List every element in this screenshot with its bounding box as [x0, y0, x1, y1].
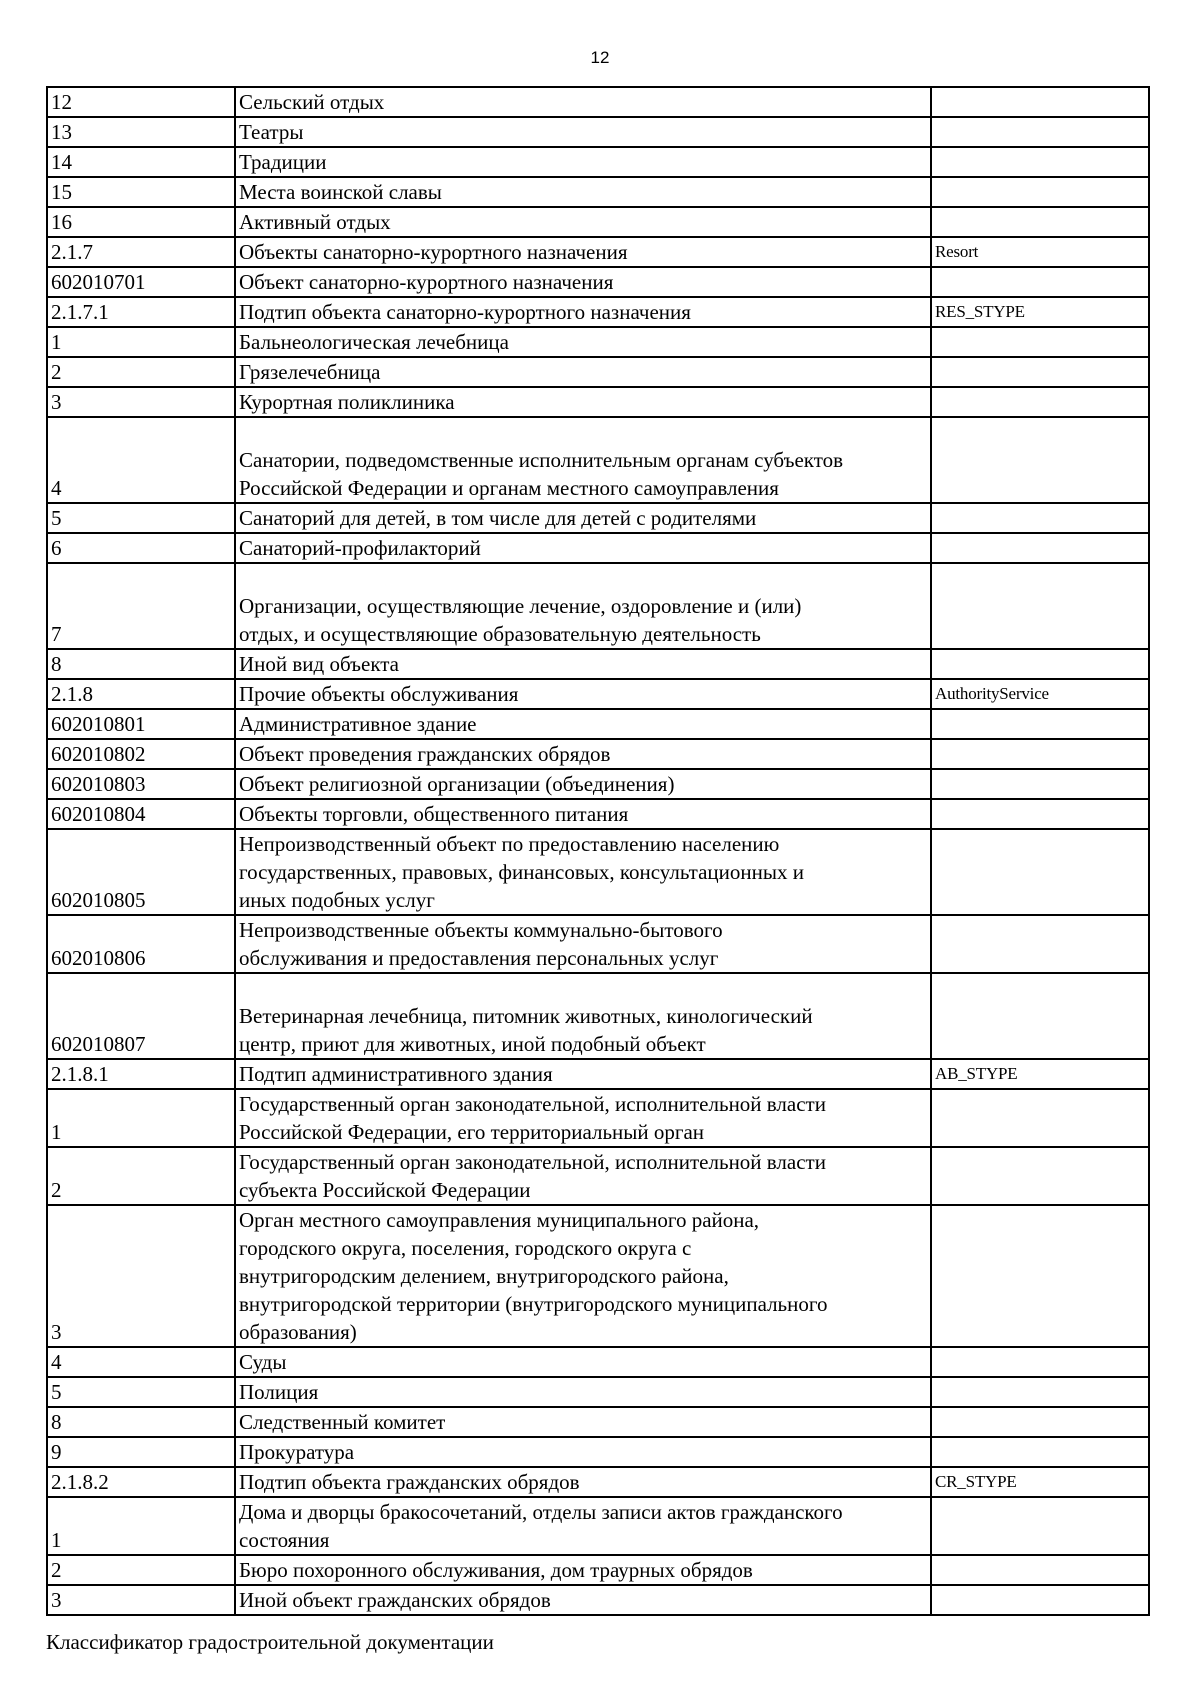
table-row	[47, 709, 1149, 739]
english-name-cell	[931, 1437, 1149, 1467]
english-name-cell	[931, 417, 1149, 503]
english-name-cell	[931, 1089, 1149, 1147]
table-row	[47, 533, 1149, 563]
code-cell: 1	[47, 1497, 235, 1555]
name-cell: Традиции	[235, 147, 931, 177]
english-name-cell: CR_STYPE	[931, 1467, 1149, 1497]
table-row	[47, 1497, 1149, 1555]
code-cell: 2	[47, 357, 235, 387]
code-cell: 1	[47, 327, 235, 357]
table-row	[47, 117, 1149, 147]
name-cell: Санаторий-профилакторий	[235, 533, 931, 563]
code-cell: 3	[47, 387, 235, 417]
name-cell: Подтип административного здания	[235, 1059, 931, 1089]
table-row	[47, 87, 1149, 117]
name-cell: Непроизводственные объекты коммунально-бытового обслуживания и предоставления персональных услуг	[235, 915, 931, 973]
table-row	[47, 357, 1149, 387]
table-row	[47, 769, 1149, 799]
table-row	[47, 1585, 1149, 1615]
table-row	[47, 1347, 1149, 1377]
english-name-cell	[931, 147, 1149, 177]
code-cell: 3	[47, 1205, 235, 1347]
code-cell: 602010805	[47, 829, 235, 915]
table-row	[47, 297, 1149, 327]
english-name-cell	[931, 357, 1149, 387]
english-name-cell	[931, 177, 1149, 207]
name-cell: Полиция	[235, 1377, 931, 1407]
table-row	[47, 1059, 1149, 1089]
name-cell: Места воинской славы	[235, 177, 931, 207]
table-row	[47, 799, 1149, 829]
page-footer: Классификатор градостроительной документации	[46, 1630, 494, 1654]
name-cell: Активный отдых	[235, 207, 931, 237]
code-cell: 7	[47, 563, 235, 649]
code-cell: 602010701	[47, 267, 235, 297]
name-cell: Подтип объекта гражданских обрядов	[235, 1467, 931, 1497]
table-row	[47, 207, 1149, 237]
table-row	[47, 1555, 1149, 1585]
table-row	[47, 973, 1149, 1059]
code-cell: 2.1.7.1	[47, 297, 235, 327]
code-cell: 9	[47, 1437, 235, 1467]
english-name-cell	[931, 1407, 1149, 1437]
english-name-cell: Resort	[931, 237, 1149, 267]
classifier-table	[46, 86, 1150, 1616]
english-name-cell	[931, 1147, 1149, 1205]
table-row	[47, 1467, 1149, 1497]
code-cell: 13	[47, 117, 235, 147]
name-cell: Организации, осуществляющие лечение, оздоровление и (или) отдых, и осуществляющие образовательную деятельность	[235, 563, 931, 649]
classifier-table-body	[47, 87, 1149, 1615]
code-cell: 16	[47, 207, 235, 237]
name-cell: Объекты торговли, общественного питания	[235, 799, 931, 829]
name-cell: Государственный орган законодательной, исполнительной власти субъекта Российской Федерации	[235, 1147, 931, 1205]
code-cell: 2.1.8	[47, 679, 235, 709]
english-name-cell	[931, 649, 1149, 679]
table-row	[47, 649, 1149, 679]
english-name-cell	[931, 1205, 1149, 1347]
name-cell: Административное здание	[235, 709, 931, 739]
english-name-cell	[931, 769, 1149, 799]
code-cell: 602010801	[47, 709, 235, 739]
code-cell: 602010806	[47, 915, 235, 973]
code-cell: 8	[47, 1407, 235, 1437]
table-row	[47, 267, 1149, 297]
english-name-cell	[931, 533, 1149, 563]
name-cell: Санатории, подведомственные исполнительным органам субъектов Российской Федерации и органам местного самоуправления	[235, 417, 931, 503]
name-cell: Сельский отдых	[235, 87, 931, 117]
code-cell: 602010807	[47, 973, 235, 1059]
english-name-cell	[931, 739, 1149, 769]
table-row	[47, 237, 1149, 267]
table-row	[47, 829, 1149, 915]
table-row	[47, 387, 1149, 417]
table-row	[47, 503, 1149, 533]
english-name-cell	[931, 207, 1149, 237]
table-row	[47, 915, 1149, 973]
name-cell: Непроизводственный объект по предоставлению населению государственных, правовых, финансовых, консультационных и иных подобных услуг	[235, 829, 931, 915]
english-name-cell	[931, 117, 1149, 147]
code-cell: 3	[47, 1585, 235, 1615]
table-row	[47, 1147, 1149, 1205]
name-cell: Грязелечебница	[235, 357, 931, 387]
code-cell: 14	[47, 147, 235, 177]
code-cell: 8	[47, 649, 235, 679]
name-cell: Иной объект гражданских обрядов	[235, 1585, 931, 1615]
table-row	[47, 1377, 1149, 1407]
code-cell: 2.1.7	[47, 237, 235, 267]
table-row	[47, 177, 1149, 207]
english-name-cell	[931, 1347, 1149, 1377]
english-name-cell: RES_STYPE	[931, 297, 1149, 327]
english-name-cell	[931, 1497, 1149, 1555]
name-cell: Объект санаторно-курортного назначения	[235, 267, 931, 297]
code-cell: 2	[47, 1147, 235, 1205]
code-cell: 602010802	[47, 739, 235, 769]
name-cell: Санаторий для детей, в том числе для детей с родителями	[235, 503, 931, 533]
name-cell: Ветеринарная лечебница, питомник животных, кинологический центр, приют для животных, иной подобный объект	[235, 973, 931, 1059]
english-name-cell	[931, 267, 1149, 297]
table-row	[47, 679, 1149, 709]
code-cell: 602010803	[47, 769, 235, 799]
name-cell: Бюро похоронного обслуживания, дом траурных обрядов	[235, 1555, 931, 1585]
name-cell: Прочие объекты обслуживания	[235, 679, 931, 709]
code-cell: 4	[47, 1347, 235, 1377]
table-row	[47, 563, 1149, 649]
english-name-cell	[931, 503, 1149, 533]
name-cell: Орган местного самоуправления муниципального района, городского округа, поселения, городского округа с внутригородским делением, внутригородского района, внутригородской территории (внутригородского муниципального образования)	[235, 1205, 931, 1347]
name-cell: Иной вид объекта	[235, 649, 931, 679]
code-cell: 5	[47, 503, 235, 533]
english-name-cell	[931, 973, 1149, 1059]
english-name-cell: AB_STYPE	[931, 1059, 1149, 1089]
english-name-cell	[931, 387, 1149, 417]
name-cell: Дома и дворцы бракосочетаний, отделы записи актов гражданского состояния	[235, 1497, 931, 1555]
name-cell: Следственный комитет	[235, 1407, 931, 1437]
table-row	[47, 327, 1149, 357]
code-cell: 602010804	[47, 799, 235, 829]
english-name-cell	[931, 709, 1149, 739]
code-cell: 2.1.8.1	[47, 1059, 235, 1089]
code-cell: 2.1.8.2	[47, 1467, 235, 1497]
name-cell: Курортная поликлиника	[235, 387, 931, 417]
name-cell: Объект религиозной организации (объединения)	[235, 769, 931, 799]
code-cell: 4	[47, 417, 235, 503]
page-number: 12	[590, 48, 610, 67]
english-name-cell	[931, 563, 1149, 649]
table-row	[47, 147, 1149, 177]
english-name-cell	[931, 1377, 1149, 1407]
name-cell: Государственный орган законодательной, исполнительной власти Российской Федерации, его территориальный орган	[235, 1089, 931, 1147]
english-name-cell	[931, 1585, 1149, 1615]
table-row	[47, 739, 1149, 769]
name-cell: Суды	[235, 1347, 931, 1377]
english-name-cell	[931, 799, 1149, 829]
code-cell: 2	[47, 1555, 235, 1585]
english-name-cell	[931, 1555, 1149, 1585]
english-name-cell	[931, 829, 1149, 915]
english-name-cell	[931, 327, 1149, 357]
name-cell: Бальнеологическая лечебница	[235, 327, 931, 357]
code-cell: 5	[47, 1377, 235, 1407]
name-cell: Объект проведения гражданских обрядов	[235, 739, 931, 769]
name-cell: Объекты санаторно-курортного назначения	[235, 237, 931, 267]
code-cell: 6	[47, 533, 235, 563]
name-cell: Театры	[235, 117, 931, 147]
table-row	[47, 1089, 1149, 1147]
code-cell: 15	[47, 177, 235, 207]
table-row	[47, 1407, 1149, 1437]
table-row	[47, 1205, 1149, 1347]
english-name-cell: AuthorityService	[931, 679, 1149, 709]
name-cell: Подтип объекта санаторно-курортного назначения	[235, 297, 931, 327]
english-name-cell	[931, 87, 1149, 117]
table-row	[47, 1437, 1149, 1467]
english-name-cell	[931, 915, 1149, 973]
code-cell: 12	[47, 87, 235, 117]
table-row	[47, 417, 1149, 503]
code-cell: 1	[47, 1089, 235, 1147]
name-cell: Прокуратура	[235, 1437, 931, 1467]
